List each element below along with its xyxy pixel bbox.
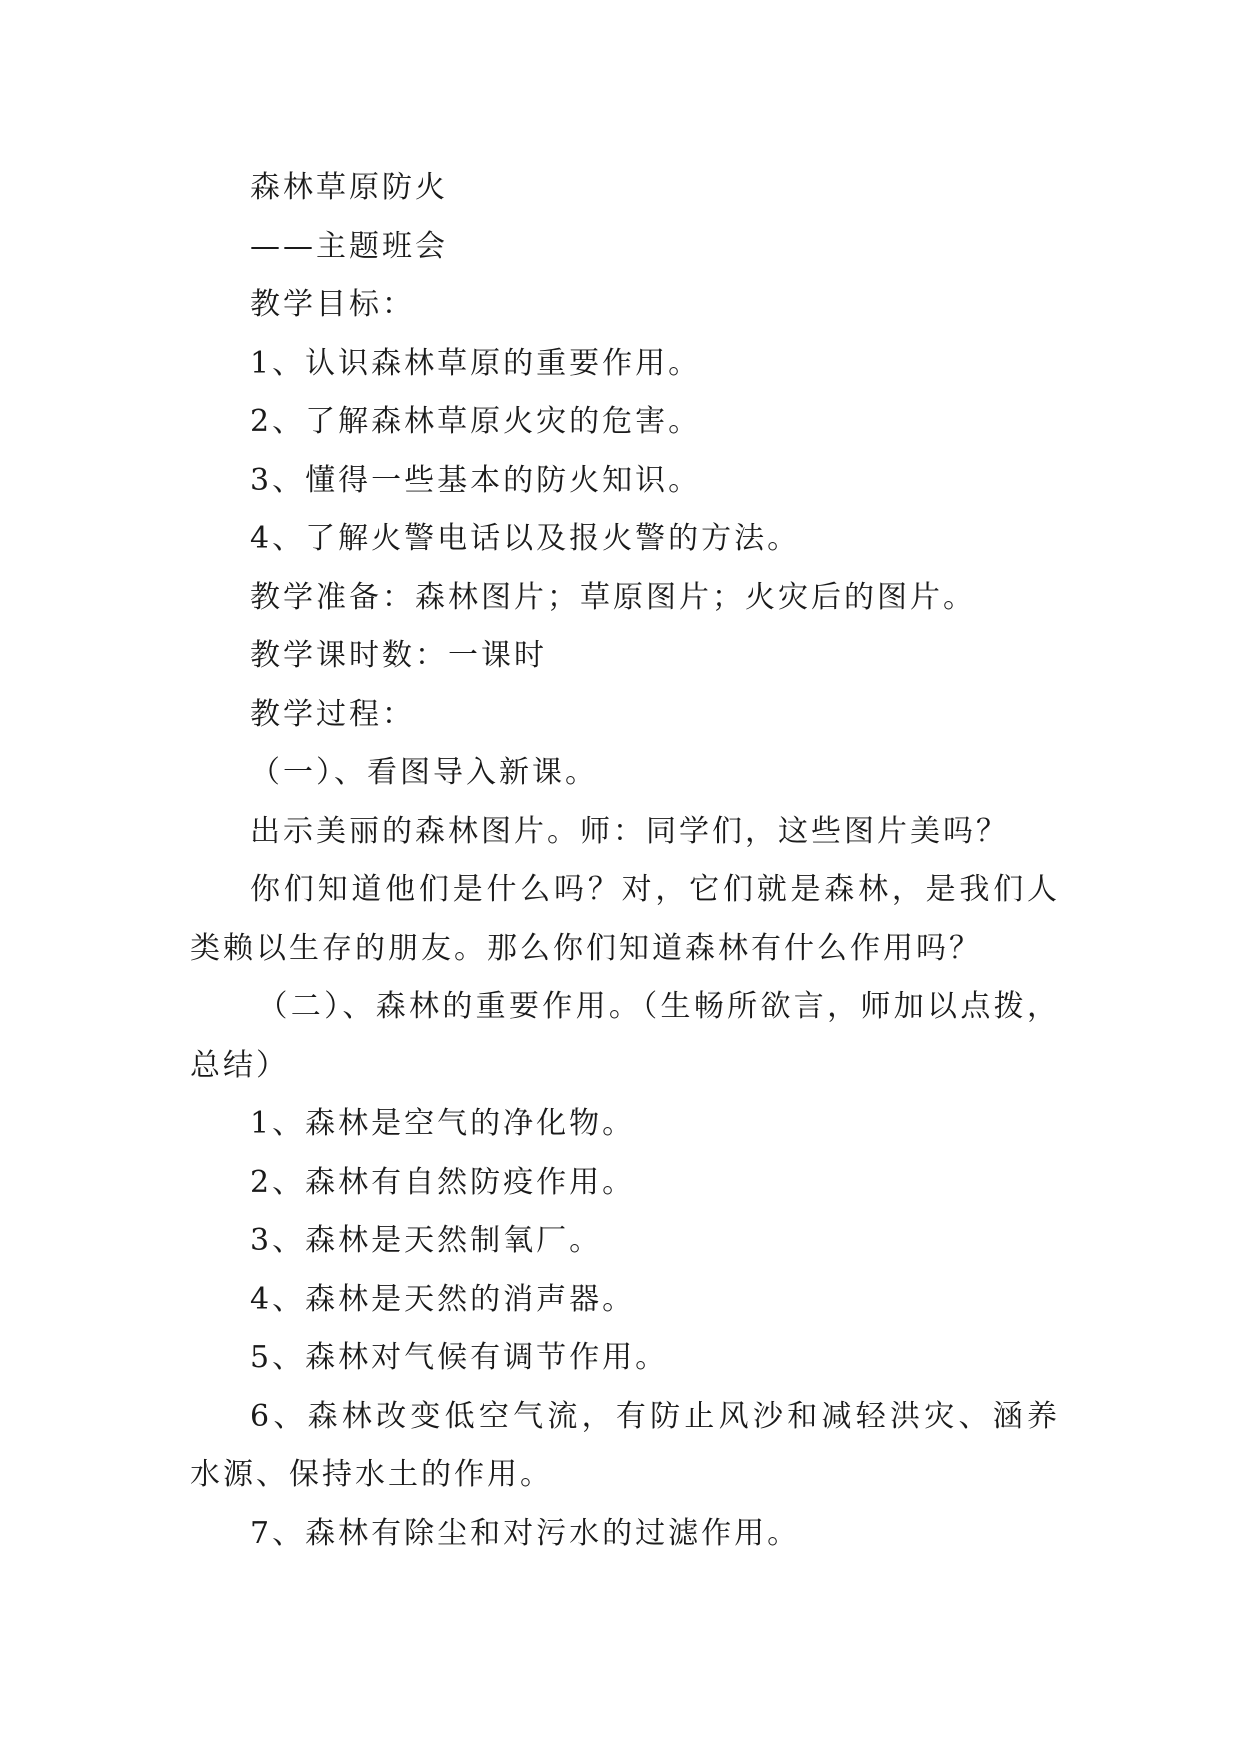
forest-function-item: 4、森林是天然的消声器。	[250, 1281, 636, 1317]
forest-function-item: 7、森林有除尘和对污水的过滤作用。	[250, 1515, 801, 1551]
section-heading-objectives: 教学目标：	[250, 287, 415, 322]
process-step-heading: （二）、森林的重要作用。（生畅所欲言，师加以点拨，总结）	[190, 989, 1060, 1083]
preparation-paragraph: 教学准备：森林图片；草原图片；火灾后的图片。	[250, 579, 976, 615]
forest-function-item: 6、森林改变低空气流，有防止风沙和减轻洪灾、涵养水源、保持水土的作用。	[190, 1398, 1060, 1492]
process-step-heading: （一）、看图导入新课。	[250, 755, 598, 790]
document-body	[190, 159, 1060, 1563]
objective-item: 4、了解火警电话以及报火警的方法。	[250, 521, 801, 556]
class-hours-paragraph: 教学课时数：一课时	[250, 638, 547, 673]
forest-function-item: 3、森林是天然制氧厂。	[250, 1223, 603, 1258]
objective-item: 2、了解森林草原火灾的危害。	[250, 404, 702, 439]
forest-function-item: 1、森林是空气的净化物。	[250, 1106, 636, 1141]
document-title: 森林草原防火	[250, 170, 448, 205]
forest-function-item: 2、森林有自然防疫作用。	[250, 1164, 636, 1200]
document-subtitle: ——主题班会	[250, 228, 448, 264]
section-heading-process: 教学过程：	[250, 696, 415, 732]
forest-function-item: 5、森林对气候有调节作用。	[250, 1340, 669, 1375]
objective-item: 3、懂得一些基本的防火知识。	[250, 462, 702, 498]
body-paragraph: 你们知道他们是什么吗？对，它们就是森林，是我们人类赖以生存的朋友。那么你们知道森林有什么作用吗？	[190, 872, 1060, 966]
objective-item: 1、认识森林草原的重要作用。	[250, 345, 702, 381]
body-paragraph: 出示美丽的森林图片。师：同学们，这些图片美吗？	[250, 813, 1009, 849]
